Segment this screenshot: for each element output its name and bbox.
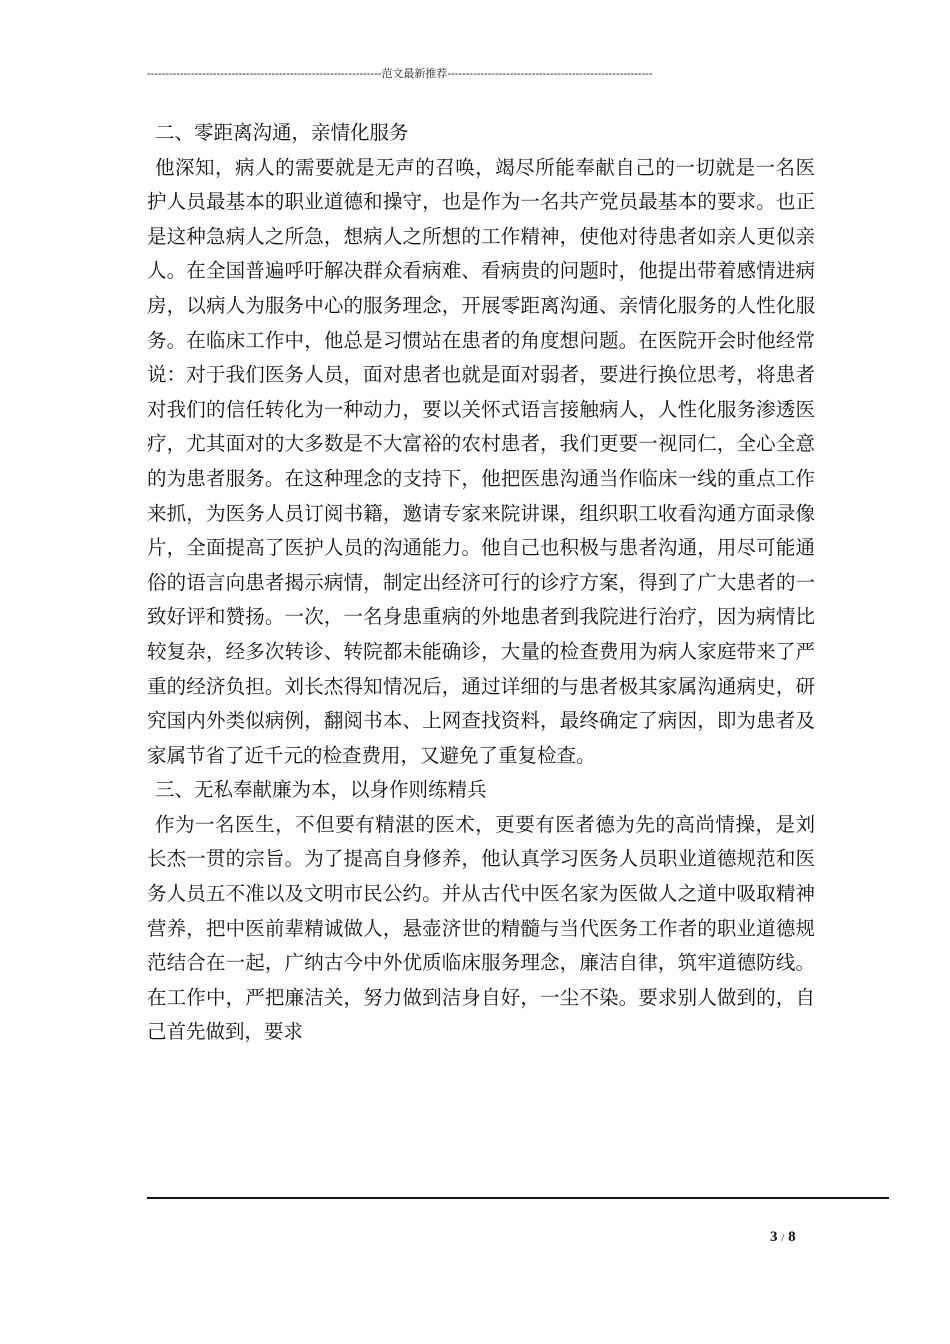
page-header <box>147 66 797 82</box>
footer-divider <box>147 1197 889 1199</box>
document-body <box>147 116 815 1050</box>
page-total: 8 <box>788 1229 796 1245</box>
header-title: 范文最新推荐 <box>381 68 448 80</box>
section-paragraph-2: 他深知，病人的需要就是无声的召唤，竭尽所能奉献自己的一切就是一名医护人员最基本的职业道德和操守，也是作为一名共产党员最基本的要求。也正是这种急病人之所急，想病人之所想的工作精神，使他对待患者如亲人更似亲人。在全国普遍呼吁解决群众看病难、看病贵的问题时，他提出带着感情进病房，以病人为服务中心的服务理念，开展零距离沟通、亲情化服务的人性化服务。在临床工作中，他总是习惯站在患者的角度想问题。在医院开会时他经常说：对于我们医务人员，面对患者也就是面对弱者，要进行换位思考，将患者对我们的信任转化为一种动力，要以关怀式语言接触病人，人性化服务渗透医疗，尤其面对的大多数是不大富裕的农村患者，我们更要一视同仁，全心全意的为患者服务。在这种理念的支持下，他把医患沟通当作临床一线的重点工作来抓，为医务人员订阅书籍，邀请专家来院讲课，组织职工收看沟通方面录像片，全面提高了医护人员的沟通能力。他自己也积极与患者沟通，用尽可能通俗的语言向患者揭示病情，制定出经济可行的诊疗方案，得到了广大患者的一致好评和赞扬。一次，一名身患重病的外地患者到我院进行治疗，因为病情比较复杂，经多次转诊、转院都未能确诊，大量的检查费用为病人家庭带来了严重的经济负担。刘长杰得知情况后，通过详细的与患者极其家属沟通病史，研究国内外类似病例，翻阅书本、上网查找资料，最终确定了病因，即为患者及家属节省了近千元的检查费用，又避免了重复检查。 <box>147 155 815 767</box>
page-separator: / <box>781 1232 785 1244</box>
section-heading-2: 二、零距离沟通，亲情化服务 <box>155 121 409 144</box>
section-paragraph-3: 作为一名医生，不但要有精湛的医术，更要有医者德为先的高尚情操，是刘长杰一贯的宗旨。为了提高自身修养，他认真学习医务人员职业道德规范和医务人员五不准以及文明市民公约。并从古代中医名家为医做人之道中吸取精神营养，把中医前辈精诚做人，悬壶济世的精髓与当代医务工作者的职业道德规范结合在一起，广纳古今中外优质临床服务理念，廉洁自律，筑牢道德防线。在工作中，严把廉洁关，努力做到洁身自好，一尘不染。要求别人做到的，自己首先做到，要求 <box>147 812 815 1044</box>
section-heading-3: 三、无私奉献廉为本，以身作则练精兵 <box>155 778 487 802</box>
page-current: 3 <box>770 1229 778 1245</box>
header-right-dashes: -------------------------------------------------------- <box>447 68 653 80</box>
page-number <box>770 1229 796 1246</box>
header-left-dashes: ---------------------------------------------------------------- <box>147 68 382 80</box>
